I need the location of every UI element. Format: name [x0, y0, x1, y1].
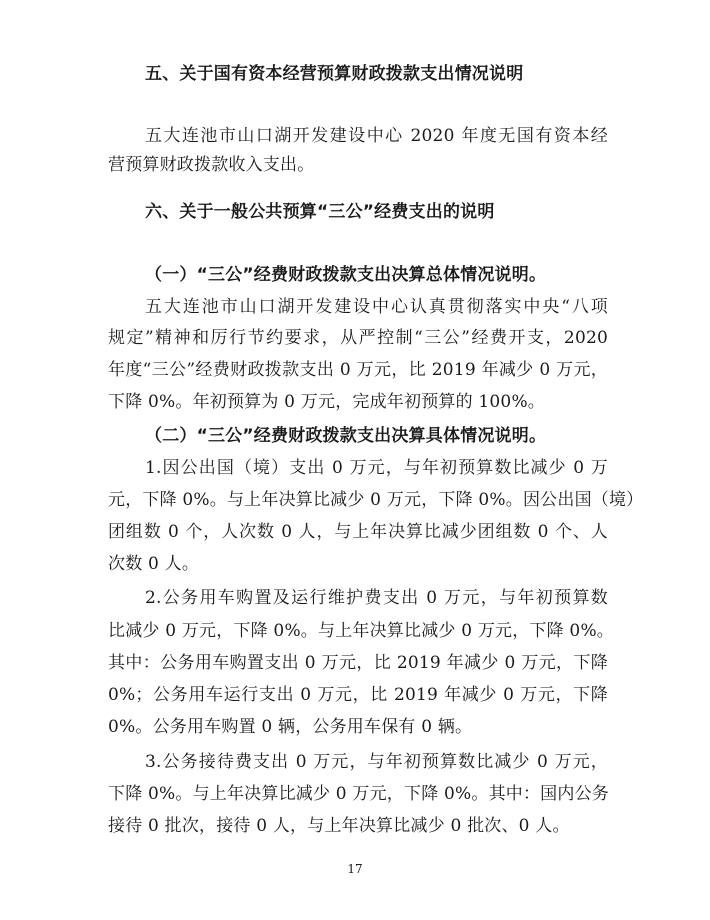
item1-line-2: 元，下降 0%。与上年决算比减少 0 万元，下降 0%。因公出国（境）: [108, 490, 644, 510]
section5-body-line-2: 营预算财政拨款收入支出。: [108, 155, 315, 175]
item2-line-3: 其中：公务用车购置支出 0 万元，比 2019 年减少 0 万元，下降: [108, 653, 608, 673]
section6-heading: 六、关于一般公共预算“三公”经费支出的说明: [145, 202, 495, 222]
item3-line-1: 3.公务接待费支出 0 万元，与年初预算数比减少 0 万元，: [145, 752, 608, 772]
item1-line-4: 次数 0 人。: [108, 554, 200, 574]
sub1-body-line-3: 年度“三公”经费财政拨款支出 0 万元，比 2019 年减少 0 万元，: [108, 360, 608, 380]
section5-body-line-1: 五大连池市山口湖开发建设中心 2020 年度无国有资本经: [145, 126, 608, 146]
sub1-body-line-2: 规定”精神和厉行节约要求，从严控制“三公”经费开支，2020: [108, 328, 608, 348]
item2-line-2: 比减少 0 万元，下降 0%。与上年决算比减少 0 万元，下降 0%。: [108, 621, 614, 641]
item3-line-3: 接待 0 批次，接待 0 人，与上年决算比减少 0 批次、0 人。: [108, 816, 570, 836]
sub2-heading: （二）“三公”经费财政拨款支出决算具体情况说明。: [145, 426, 547, 446]
page-number: 17: [347, 862, 363, 876]
item3-line-2: 下降 0%。与上年决算比减少 0 万元，下降 0%。其中：国内公务: [108, 784, 609, 804]
item2-line-4: 0%；公务用车运行支出 0 万元，比 2019 年减少 0 万元，下降: [108, 685, 608, 705]
item2-line-5: 0%。公务用车购置 0 辆，公务用车保有 0 辆。: [108, 717, 473, 737]
sub1-heading: （一）“三公”经费财政拨款支出决算总体情况说明。: [145, 265, 547, 285]
item1-line-3: 团组数 0 个，人次数 0 人，与上年决算比减少团组数 0 个、人: [108, 522, 608, 542]
item2-line-1: 2.公务用车购置及运行维护费支出 0 万元，与年初预算数: [145, 588, 608, 608]
item1-line-1: 1.因公出国（境）支出 0 万元，与年初预算数比减少 0 万: [145, 458, 608, 478]
section5-heading: 五、关于国有资本经营预算财政拨款支出情况说明: [145, 64, 524, 84]
sub1-body-line-4: 下降 0%。年初预算为 0 万元，完成年初预算的 100%。: [108, 392, 546, 412]
sub1-body-line-1: 五大连池市山口湖开发建设中心认真贯彻落实中央“八项: [145, 297, 608, 317]
